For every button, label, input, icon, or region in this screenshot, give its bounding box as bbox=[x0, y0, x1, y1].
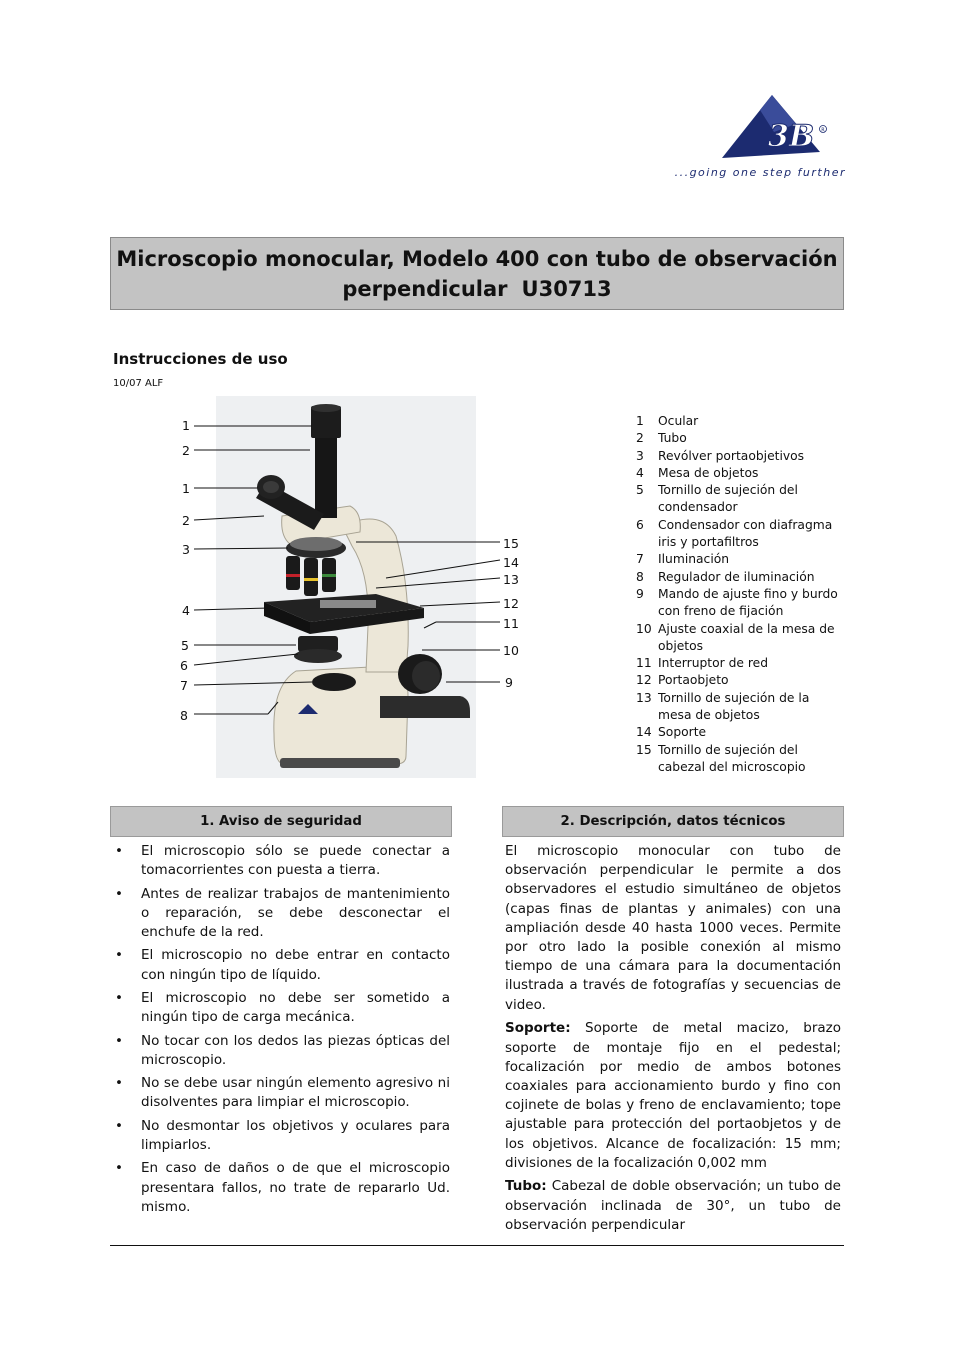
legend-item bbox=[636, 517, 846, 552]
figure-label: 5 bbox=[181, 638, 189, 653]
legend-number: 10 bbox=[636, 621, 652, 636]
document-title-box bbox=[110, 237, 844, 310]
safety-item bbox=[110, 1074, 450, 1112]
safety-section-heading: 1. Aviso de seguridad bbox=[110, 806, 452, 837]
bullet: • bbox=[115, 947, 123, 964]
microscope-figure bbox=[170, 396, 522, 780]
legend-item bbox=[636, 742, 846, 777]
legend-text: Ajuste coaxial de la mesa de objetos bbox=[658, 621, 835, 653]
legend-number: 9 bbox=[636, 586, 644, 601]
bullet: • bbox=[115, 843, 123, 859]
legend-number: 4 bbox=[636, 465, 644, 480]
legend-text: Revólver portaobjetivos bbox=[658, 448, 805, 463]
safety-item-text: Antes de realizar trabajos de mantenimiento o reparación, se debe desconectar el enchufe de la red. bbox=[141, 885, 450, 940]
bullet: • bbox=[115, 1075, 123, 1092]
legend-number: 13 bbox=[636, 690, 652, 705]
figure-label: 11 bbox=[503, 616, 519, 631]
safety-list bbox=[110, 842, 450, 1221]
safety-item-text: No se debe usar ningún elemento agresivo ni disolventes para limpiar el microscopio. bbox=[141, 1075, 450, 1111]
figure-label: 2 bbox=[182, 513, 190, 528]
figure-label: 14 bbox=[503, 555, 519, 570]
description-body bbox=[505, 842, 841, 1240]
safety-item-text: No tocar con los dedos las piezas ópticas del microscopio. bbox=[141, 1032, 450, 1068]
legend-text: Tornillo de sujeción de la mesa de objetos bbox=[658, 690, 810, 723]
bullet: • bbox=[115, 1160, 123, 1177]
legend-text: Condensador con diafragma iris y portafiltros bbox=[658, 517, 833, 550]
legend-text: Mesa de objetos bbox=[658, 465, 759, 480]
legend-item bbox=[636, 551, 846, 568]
legend-text: Iluminación bbox=[658, 552, 730, 567]
figure-label: 2 bbox=[182, 443, 190, 458]
figure-label: 7 bbox=[180, 678, 188, 693]
figure-label: 3 bbox=[182, 542, 190, 557]
legend-number: 1 bbox=[636, 414, 644, 428]
legend-text: Tubo bbox=[658, 431, 687, 446]
legend-text: Regulador de iluminación bbox=[658, 569, 815, 584]
legend-item bbox=[636, 724, 846, 741]
legend-item bbox=[636, 586, 846, 621]
figure-label: 12 bbox=[503, 596, 519, 611]
bullet: • bbox=[115, 885, 123, 902]
legend-number: 6 bbox=[636, 517, 644, 532]
figure-label: 1 bbox=[182, 418, 190, 433]
legend-item bbox=[636, 430, 846, 447]
legend-number: 2 bbox=[636, 431, 644, 446]
legend-text: Ocular bbox=[658, 414, 699, 428]
figure-label: 4 bbox=[182, 603, 190, 618]
footer-divider bbox=[110, 1245, 844, 1246]
figure-label: 9 bbox=[505, 675, 513, 690]
legend-item bbox=[636, 482, 846, 517]
legend-number: 12 bbox=[636, 673, 652, 688]
figure-label: 6 bbox=[180, 658, 188, 673]
figure-label: 1 bbox=[182, 481, 190, 496]
legend-number: 14 bbox=[636, 725, 652, 740]
instructions-heading: Instrucciones de uso bbox=[113, 350, 288, 368]
figure-label: 8 bbox=[180, 708, 188, 723]
safety-item bbox=[110, 1159, 450, 1217]
legend-text: Portaobjeto bbox=[658, 673, 729, 688]
figure-label: 10 bbox=[503, 643, 519, 658]
document-title bbox=[116, 244, 837, 304]
logo-mark: 3B bbox=[768, 119, 815, 154]
product-code: U30713 bbox=[521, 276, 612, 301]
safety-item bbox=[110, 1117, 450, 1155]
title-line-1: Microscopio monocular, Modelo 400 con tubo de observación bbox=[116, 246, 838, 271]
legend-text: Soporte bbox=[658, 725, 707, 740]
bullet: • bbox=[115, 1117, 123, 1134]
legend-item bbox=[636, 672, 846, 689]
soporte-text: Soporte de metal macizo, brazo soporte de montaje fijo en el pedestal; focalización por medio de ambos botones coaxiales para accionamiento burdo y fino con cojinete de bolas y freno de enclavamiento; tope ajustable para protección del portaobjetos y de los objetivos. Alcance de focalización: 15 mm; divisiones de la focalización 0,002 mm bbox=[505, 1020, 842, 1171]
legend-item bbox=[636, 448, 846, 465]
document-version: 10/07 ALF bbox=[113, 378, 164, 389]
title-line-2 bbox=[116, 274, 837, 304]
legend-number: 7 bbox=[636, 552, 644, 567]
safety-item bbox=[110, 946, 450, 984]
svg-text:R: R bbox=[821, 127, 825, 134]
figure-label: 15 bbox=[503, 536, 519, 551]
safety-item bbox=[110, 885, 450, 943]
bullet: • bbox=[115, 1032, 123, 1049]
legend-number: 5 bbox=[636, 483, 644, 498]
legend-text: Mando de ajuste fino y burdo con freno de fijación bbox=[658, 586, 838, 619]
description-intro: El microscopio monocular con tubo de observación perpendicular le permite a dos observadores el estudio simultáneo de objetos (capas finas de plantas y animales) con una ampliación desde 40 hasta 1000 veces. Permite por otro lado la posible conexión al mismo tiempo de una cámara para la documentación ilustrada a través de fotografías y secuencias de video. bbox=[505, 843, 841, 1013]
parts-legend bbox=[636, 413, 846, 776]
safety-item bbox=[110, 842, 450, 880]
tubo-label: Tubo: bbox=[505, 1178, 547, 1195]
safety-item-text: El microscopio no debe ser sometido a ningún tipo de carga mecánica. bbox=[141, 989, 450, 1026]
legend-number: 3 bbox=[636, 448, 644, 463]
safety-item-text: En caso de daños o de que el microscopio presentara fallos, no trate de repararlo Ud. mismo. bbox=[141, 1160, 450, 1215]
legend-item bbox=[636, 655, 846, 672]
safety-item-text: No desmontar los objetivos y oculares para limpiarlos. bbox=[141, 1117, 450, 1153]
legend-item bbox=[636, 690, 846, 725]
title-line-2-text: perpendicular bbox=[342, 276, 508, 301]
figure-label: 13 bbox=[503, 572, 519, 587]
legend-item bbox=[636, 569, 846, 586]
safety-item-text: El microscopio sólo se puede conectar a tomacorrientes con puesta a tierra. bbox=[141, 843, 450, 879]
legend-text: Tornillo de sujeción del cabezal del microscopio bbox=[658, 742, 806, 774]
safety-item-text: El microscopio no debe entrar en contacto con ningún tipo de líquido. bbox=[141, 947, 450, 983]
tubo-text: Cabezal de doble observación; un tubo de observación inclinada de 30°, un tubo de observación perpendicular bbox=[505, 1178, 841, 1233]
description-soporte bbox=[505, 1019, 841, 1173]
legend-number: 8 bbox=[636, 569, 644, 584]
safety-item bbox=[110, 989, 450, 1027]
soporte-label: Soporte: bbox=[505, 1020, 571, 1037]
description-tubo bbox=[505, 1177, 841, 1235]
legend-item bbox=[636, 413, 846, 430]
legend-text: Tornillo de sujeción del condensador bbox=[658, 483, 798, 515]
legend-text: Interruptor de red bbox=[658, 656, 769, 671]
legend-number: 11 bbox=[636, 656, 652, 671]
safety-item bbox=[110, 1032, 450, 1070]
legend-item bbox=[636, 621, 846, 656]
logo-tagline: ...going one step further bbox=[674, 166, 846, 179]
legend-number: 15 bbox=[636, 742, 652, 757]
description-section-heading: 2. Descripción, datos técnicos bbox=[502, 806, 844, 837]
bullet: • bbox=[115, 989, 123, 1006]
legend-item bbox=[636, 465, 846, 482]
